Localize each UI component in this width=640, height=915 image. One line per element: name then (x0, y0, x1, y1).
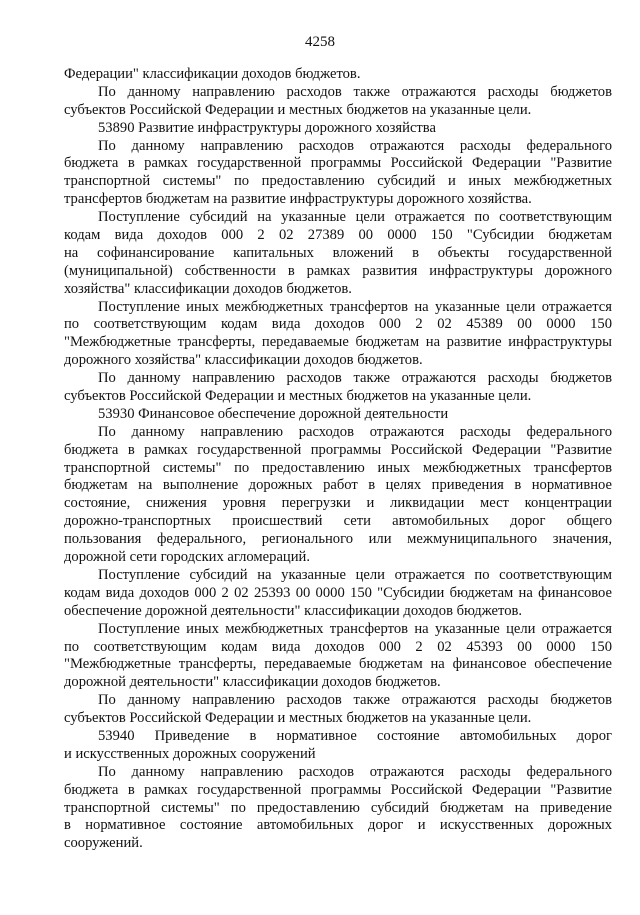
text-line: "Межбюджетные трансферты, передаваемые бюджетам на развитие инфраструктуры (64, 334, 612, 351)
text-line: бюджета в рамках государственной программы Российской Федерации "Развитие (64, 781, 612, 798)
text-line: По данному направлению расходов отражаются расходы федерального (98, 423, 612, 440)
text-line: и искусственных дорожных сооружений (64, 745, 316, 762)
text-line: бюджета в рамках государственной программы Российской Федерации "Развитие (64, 441, 612, 458)
text-line: транспортной системы" по предоставлению субсидий и иных межбюджетных (64, 173, 612, 190)
text-line: по соответствующим кодам вида доходов 000 2 02 45393 00 0000 150 (64, 638, 612, 655)
text-line: дорожно-транспортных происшествий сети автомобильных дорог общего (64, 513, 612, 530)
text-line: Поступление иных межбюджетных трансфертов на указанные цели отражается (98, 298, 612, 315)
text-line: трансфертов бюджетам на развитие инфраструктуры дорожного хозяйства. (64, 191, 532, 208)
text-line: Поступление субсидий на указанные цели отражается по соответствующим (98, 209, 612, 226)
text-line: дорожной сети городских агломераций. (64, 549, 310, 566)
text-line: По данному направлению расходов также отражаются расходы бюджетов (98, 370, 612, 387)
text-line: сооружений. (64, 835, 143, 852)
document-body (64, 66, 612, 853)
text-line: По данному направлению расходов отражаются расходы федерального (98, 137, 612, 154)
text-line: По данному направлению расходов отражаются расходы федерального (98, 763, 612, 780)
text-line: "Межбюджетные трансферты, передаваемые бюджетам на финансовое обеспечение (64, 656, 612, 673)
text-line: 53890 Развитие инфраструктуры дорожного хозяйства (98, 119, 436, 136)
page-number: 4258 (305, 34, 335, 50)
text-line: 53930 Финансовое обеспечение дорожной деятельности (98, 405, 449, 422)
text-line: Федерации" классификации доходов бюджетов. (64, 66, 361, 82)
text-line: 53940 Приведение в нормативное состояние автомобильных дорог (98, 727, 612, 744)
text-line: Поступление субсидий на указанные цели отражается по соответствующим (98, 566, 612, 583)
text-line: пользования федерального, регионального или межмуниципального значения, (64, 531, 612, 548)
text-line: в нормативное состояние автомобильных дорог и искусственных дорожных (64, 817, 612, 834)
text-line: состояние, снижения уровня перегрузки и ликвидации мест концентрации (64, 495, 612, 512)
text-line: на софинансирование капитальных вложений в объекты государственной (64, 244, 612, 261)
text-line: Поступление иных межбюджетных трансфертов на указанные цели отражается (98, 620, 612, 637)
text-line: субъектов Российской Федерации и местных бюджетов на указанные цели. (64, 101, 532, 118)
text-line: транспортной системы" по предоставлению субсидий бюджетам на приведение (64, 799, 612, 816)
text-line: обеспечение дорожной деятельности" классификации доходов бюджетов. (64, 602, 523, 619)
text-line: (муниципальной) собственности в рамках развития инфраструктуры дорожного (64, 262, 612, 279)
text-line: транспортной системы" по предоставлению иных межбюджетных трансфертов (64, 459, 612, 476)
text-line: дорожного хозяйства" классификации доходов бюджетов. (64, 352, 423, 369)
text-line: По данному направлению расходов также отражаются расходы бюджетов (98, 83, 612, 100)
text-line: кодам вида доходов 000 2 02 25393 00 0000 150 "Субсидии бюджетам на финансовое (64, 584, 612, 601)
text-line: бюджетам на выполнение дорожных работ в целях приведения в нормативное (64, 477, 612, 494)
text-line: субъектов Российской Федерации и местных бюджетов на указанные цели. (64, 388, 532, 405)
text-line: бюджета в рамках государственной программы Российской Федерации "Развитие (64, 155, 612, 172)
text-line: субъектов Российской Федерации и местных бюджетов на указанные цели. (64, 710, 532, 727)
text-line: хозяйства" классификации доходов бюджетов. (64, 280, 352, 297)
text-line: кодам вида доходов 000 2 02 27389 00 0000 150 "Субсидии бюджетам (64, 227, 612, 244)
text-line: По данному направлению расходов также отражаются расходы бюджетов (98, 692, 612, 709)
text-line: дорожной деятельности" классификации доходов бюджетов. (64, 674, 441, 691)
text-line: по соответствующим кодам вида доходов 000 2 02 45389 00 0000 150 (64, 316, 612, 333)
